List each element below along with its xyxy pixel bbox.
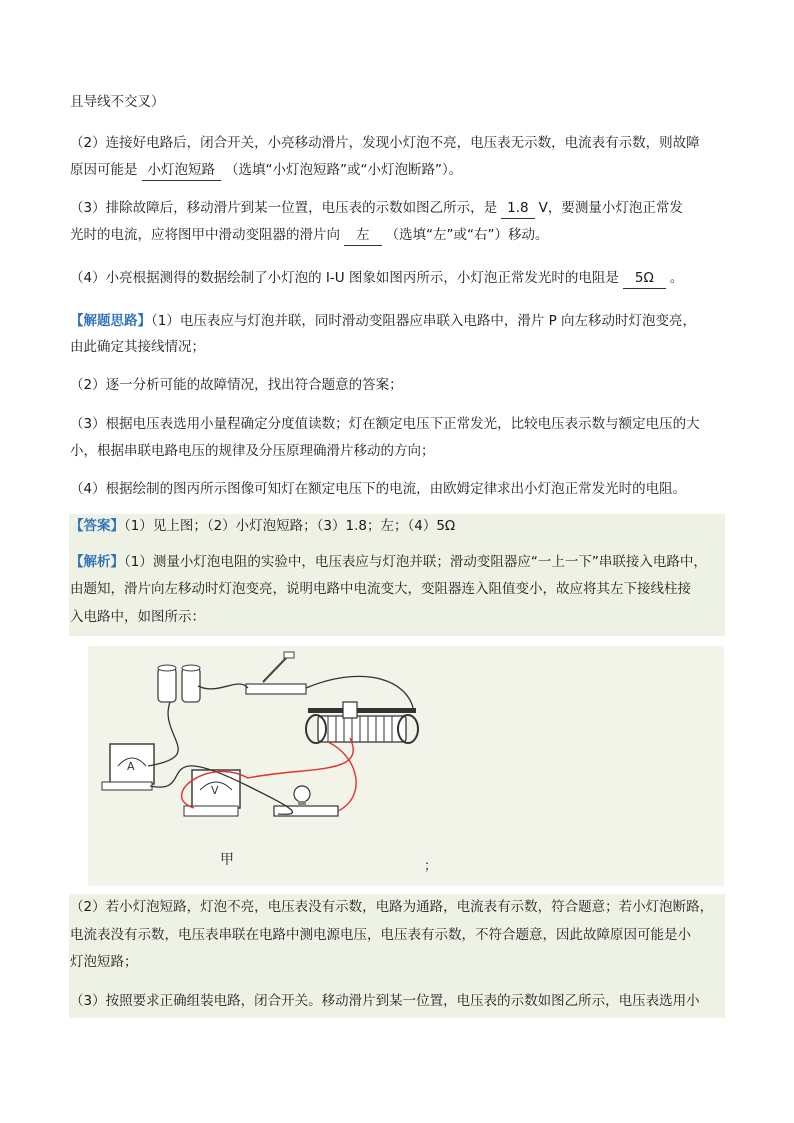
switch-icon [246,652,306,694]
answer-blank-q3-voltage: 1.8 [501,198,534,219]
figure-end-mark: ； [424,859,438,874]
answer-tag: 【答案】 [70,518,124,534]
answer-blank-q3-direction: 左 [344,225,382,246]
question-2-line-1: （2）连接好电路后，闭合开关，小亮移动滑片，发现小灯泡不亮，电压表无示数，电流表有示数，则故障 [70,135,700,151]
thinking-text-1: （1）电压表应与灯泡并联，同时滑动变阻器应串联入电路中，滑片 P 向左移动时灯泡变亮， [151,313,697,329]
answer-blank-q4: 5Ω [623,268,666,289]
analysis-line-3: 入电路中，如图所示： [70,609,205,625]
question-2-suffix: （选填“小灯泡短路”或“小灯泡断路”）。 [225,162,463,178]
analysis-p2-line-2: 电流表没有示数，电压表串联在电路中测电源电压，电压表有示数，不符合题意，因此故障原因可能是小 [70,927,691,943]
voltmeter-label: V [211,784,219,797]
thinking-tag: 【解题思路】 [70,313,151,329]
thinking-line-2: 由此确定其接线情况； [70,339,205,355]
analysis-text-1: （1）测量小灯泡电阻的实验中，电压表应与灯泡并联；滑动变阻器应“一上一下”串联接入电路中， [124,554,707,570]
question-4-suffix: 。 [669,270,684,286]
ammeter-icon [102,744,154,790]
rheostat-icon [306,702,418,743]
question-1-tail: 且导线不交叉） [70,94,165,110]
question-3-line-2 [70,225,548,246]
thinking-line-3: （2）逐一分析可能的故障情况，找出符合题意的答案； [70,377,403,393]
question-3-line-1 [70,198,683,219]
question-4-prefix: （4）小亮根据测得的数据绘制了小灯泡的 I-U 图象如图丙所示，小灯泡正常发光时的电阻是 [70,270,619,286]
ammeter-label: A [127,760,135,773]
thinking-line-6: （4）根据绘制的图丙所示图像可知灯在额定电压下的电流，由欧姆定律求出小灯泡正常发光时的电阻。 [70,481,687,497]
lamp-icon [274,786,338,816]
analysis-line-1 [70,552,707,572]
question-3-line2-suffix: （选填“左”或“右”）移动。 [385,227,549,243]
figure-label: 甲 [220,852,234,868]
answer-text: （1）见上图；（2）小灯泡短路；（3）1.8；左；（4）5Ω [124,518,456,534]
question-3-line2-prefix: 光时的电流，应将图甲中滑动变阻器的滑片向 [70,227,340,243]
question-4-line [70,268,683,289]
wire-switch-rheostat [306,676,414,712]
question-2-line-2 [70,160,462,181]
voltmeter-icon [184,770,240,816]
answer-blank-q2: 小灯泡短路 [142,160,222,181]
answer-line [70,516,455,536]
wire-red-lamp-rheostat [328,742,356,811]
thinking-line-1 [70,311,696,331]
analysis-p2-line-1: （2）若小灯泡短路，灯泡不亮，电压表没有示数，电路为通路，电流表有示数，符合题意；若小灯泡断路， [70,899,714,915]
circuit-diagram [88,646,724,886]
question-3-unit: V，要测量小灯泡正常发 [538,200,683,216]
question-2-prefix: 原因可能是 [70,162,138,178]
analysis-p2-line-3: 灯泡短路； [70,954,138,970]
battery-icon [158,665,200,702]
wire-battery-switch [198,684,248,689]
analysis-tag: 【解析】 [70,554,124,570]
analysis-p3-line-1: （3）按照要求正确组装电路，闭合开关。移动滑片到某一位置，电压表的示数如图乙所示，电压表选用小 [70,993,700,1009]
thinking-line-5: 小，根据串联电路电压的规律及分压原理确滑片移动的方向； [70,443,435,459]
thinking-line-4: （3）根据电压表选用小量程确定分度值读数；灯在额定电压下正常发光，比较电压表示数与额定电压的大 [70,416,700,432]
question-3-prefix: （3）排除故障后，移动滑片到某一位置，电压表的示数如图乙所示，是 [70,200,498,216]
circuit-figure [88,646,724,886]
analysis-line-2: 由题知，滑片向左移动时灯泡变亮，说明电路中电流变大，变阻器连入阻值变小，故应将其左下接线柱接 [70,581,691,597]
